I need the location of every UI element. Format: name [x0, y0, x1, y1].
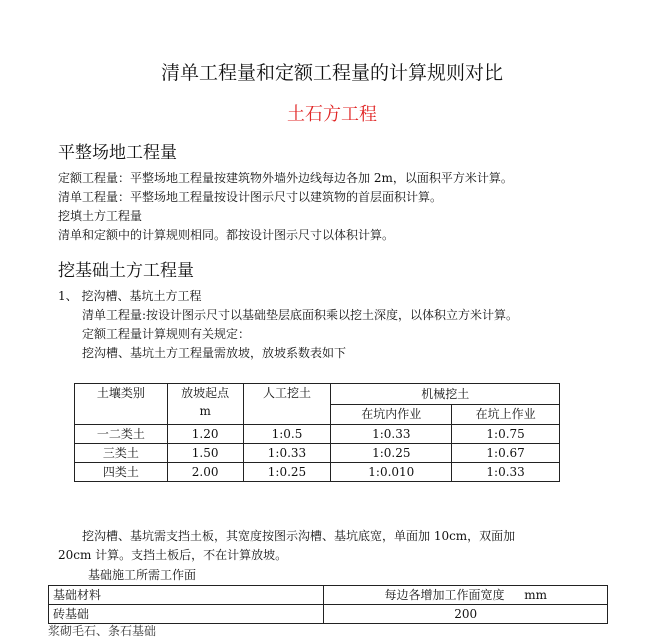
table-cell-manual: 1:0.5 — [243, 425, 331, 444]
table-cell-manual: 1:0.33 — [243, 444, 331, 463]
fill-excavation-line: 挖填土方工程量 — [58, 209, 143, 223]
table-cell-in-pit: 1:0.25 — [331, 444, 452, 463]
header-slope-start-unit: m — [199, 404, 211, 418]
quota-provision-line: 定额工程量计算规则有关规定： — [82, 327, 251, 341]
table-cell-width: 200 — [324, 605, 608, 624]
slope-coefficient-table — [74, 383, 560, 482]
work-surface-caption: 基础施工所需工作面 — [88, 568, 197, 582]
cutoff-row-text: 浆砌毛石、条石基础 — [48, 624, 157, 638]
header-slope-start-label: 放坡起点 — [181, 386, 230, 400]
header-width-label: 每边各增加工作面宽度 — [384, 588, 505, 602]
retaining-board-line-1: 挖沟槽、基坑需支挡土板，其宽度按图示沟槽、基坑底宽，单面加 10cm，双面加 — [82, 529, 516, 543]
table-cell-start: 2.00 — [167, 463, 243, 482]
work-surface-table — [48, 585, 608, 624]
table-cell-on-pit: 1:0.33 — [452, 463, 560, 482]
quota-rule-line: 定额工程量：平整场地工程量按建筑物外墙外边线每边各加 2m，以面积平方米计算。 — [58, 171, 513, 185]
header-in-pit: 在坑内作业 — [331, 404, 452, 425]
table-cell-manual: 1:0.25 — [243, 463, 331, 482]
header-on-pit: 在坑上作业 — [452, 404, 560, 425]
header-manual-dig: 人工挖土 — [243, 384, 331, 425]
header-width-unit: mm — [524, 588, 548, 602]
header-slope-start — [167, 384, 243, 425]
header-material: 基础材料 — [49, 586, 324, 605]
table-cell-in-pit: 1:0.010 — [331, 463, 452, 482]
table-cell-on-pit: 1:0.67 — [452, 444, 560, 463]
table-cell-soil: 一二类土 — [75, 425, 168, 444]
section-heading-site-leveling: 平整场地工程量 — [58, 143, 177, 163]
retaining-board-line-2: 20cm 计算。支挡土板后，不在计算放坡。 — [58, 548, 288, 562]
table-cell-material: 砖基础 — [49, 605, 324, 624]
section-heading-foundation-earthwork: 挖基础土方工程量 — [58, 261, 194, 281]
header-width — [324, 586, 608, 605]
header-soil-type: 土壤类别 — [75, 384, 168, 425]
slope-intro-line: 挖沟槽、基坑土方工程量需放坡，放坡系数表如下 — [82, 346, 347, 360]
table-cell-in-pit: 1:0.33 — [331, 425, 452, 444]
document-subtitle: 土石方工程 — [287, 104, 377, 125]
bill-rule-line: 清单工程量：平整场地工程量按设计图示尺寸以建筑物的首层面积计算。 — [58, 190, 443, 204]
table-cell-on-pit: 1:0.75 — [452, 425, 560, 444]
same-rule-line: 清单和定额中的计算规则相同。都按设计图示尺寸以体积计算。 — [58, 228, 395, 242]
table-cell-soil: 四类土 — [75, 463, 168, 482]
list-item-trench: 1、 挖沟槽、基坑土方工程 — [58, 289, 202, 303]
table-cell-start: 1.50 — [167, 444, 243, 463]
table-cell-start: 1.20 — [167, 425, 243, 444]
document-title: 清单工程量和定额工程量的计算规则对比 — [160, 62, 503, 84]
header-machine-dig: 机械挖土 — [331, 384, 560, 405]
table-cell-soil: 三类土 — [75, 444, 168, 463]
bill-quantity-line: 清单工程量:按设计图示尺寸以基础垫层底面积乘以挖土深度，以体积立方米计算。 — [82, 308, 519, 322]
